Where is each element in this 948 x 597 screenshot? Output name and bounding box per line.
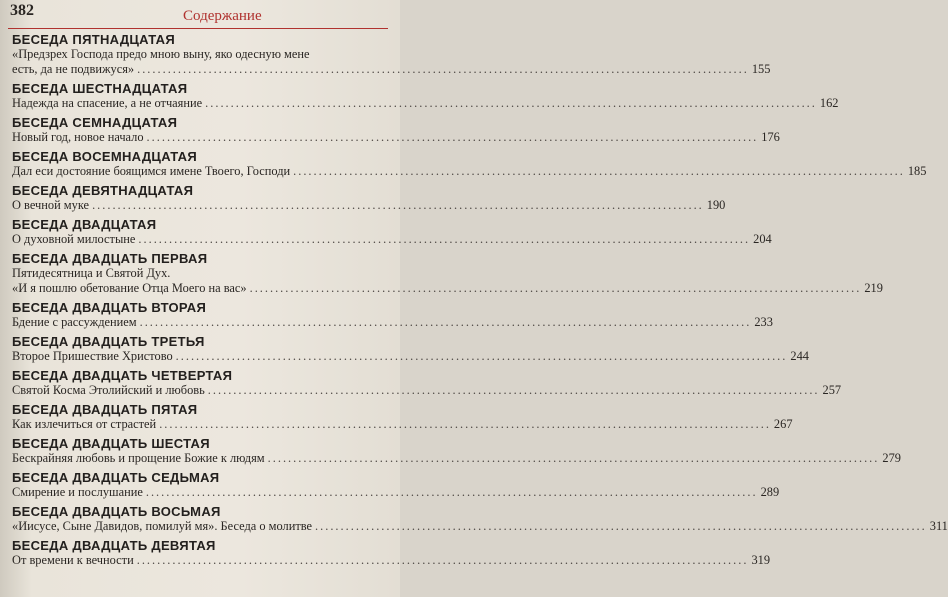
dot-leader: [293, 164, 905, 179]
dot-leader: [208, 383, 820, 398]
entry-heading: БЕСЕДА ПЯТНАДЦАТАЯ: [12, 32, 175, 47]
entry-subtitle: О духовной милостыне: [12, 232, 136, 246]
entry-heading: БЕСЕДА ДВАДЦАТЬ ВОСЬМАЯ: [12, 504, 221, 519]
entry-page-number: 233: [754, 315, 773, 329]
entry-heading: БЕСЕДА ДВАДЦАТЬ ПЯТАЯ: [12, 402, 198, 417]
dot-leader: [137, 62, 749, 77]
entry-line: [12, 383, 842, 398]
entry-subtitle: Как излечиться от страстей: [12, 417, 157, 431]
toc-entry: [12, 504, 948, 534]
entry-line: [12, 349, 809, 364]
page-number: 382: [10, 2, 34, 19]
entry-line: [12, 232, 772, 247]
toc-entry: [12, 251, 883, 296]
entry-page-number: 311: [929, 519, 948, 533]
entry-subtitle: Дал еси достояние боящимся имене Твоего, Господи: [12, 164, 291, 178]
entry-page-number: 219: [864, 281, 883, 295]
dot-leader: [315, 519, 927, 534]
entry-subtitle: «И я пошлю обетование Отца Моего на вас»: [12, 281, 247, 295]
toc-entry: [12, 368, 842, 398]
entry-heading: БЕСЕДА ВОСЕМНАДЦАТАЯ: [12, 149, 198, 164]
entry-line: [12, 519, 948, 534]
entry-heading: БЕСЕДА ДВАДЦАТЬ ДЕВЯТАЯ: [12, 538, 216, 553]
entry-subtitle: Бескрайняя любовь и прощение Божие к людям: [12, 451, 265, 465]
entry-subtitle: Надежда на спасение, а не отчаяние: [12, 96, 203, 110]
toc-entry: [12, 436, 901, 466]
entry-page-number: 204: [753, 232, 772, 246]
entry-line: [12, 96, 839, 111]
entry-heading: БЕСЕДА ДВАДЦАТЬ ВТОРАЯ: [12, 300, 207, 315]
entry-heading: БЕСЕДА ДВАДЦАТЬ ТРЕТЬЯ: [12, 334, 205, 349]
dot-leader: [147, 130, 759, 145]
entry-heading: БЕСЕДА ДВАДЦАТЬ ПЕРВАЯ: [12, 251, 208, 266]
entry-line: [12, 130, 780, 145]
entry-page-number: 319: [751, 553, 771, 567]
entry-heading: БЕСЕДА ДВАДЦАТАЯ: [12, 217, 157, 232]
entry-heading: БЕСЕДА СЕМНАДЦАТАЯ: [12, 115, 178, 130]
entry-page-number: 257: [822, 383, 842, 397]
entry-subtitle: Новый год, новое начало: [12, 130, 144, 144]
entry-subtitle: Второе Пришествие Христово: [12, 349, 173, 363]
entry-subtitle: Святой Косма Этолийский и любовь: [12, 383, 205, 397]
entry-subtitle-line: Пятидесятница и Святой Дух.: [12, 266, 171, 280]
toc-entry: [12, 538, 771, 568]
toc-entry: [12, 300, 773, 330]
entry-line: [12, 485, 780, 500]
entry-subtitle-line: «Предзрех Господа предо мною выну, яко одесную мене: [12, 47, 310, 61]
entry-subtitle: От времени к вечности: [12, 553, 134, 567]
toc-entry: [12, 470, 780, 500]
entry-line: [12, 315, 773, 330]
entry-heading: БЕСЕДА ШЕСТНАДЦАТАЯ: [12, 81, 188, 96]
entry-line: [12, 62, 771, 77]
toc-entry: [12, 183, 726, 213]
entry-page-number: 176: [761, 130, 780, 144]
entry-heading: БЕСЕДА ДВАДЦАТЬ ШЕСТАЯ: [12, 436, 210, 451]
dot-leader: [268, 451, 880, 466]
entry-page-number: 244: [790, 349, 809, 363]
entry-page-number: 185: [907, 164, 927, 178]
entry-page-number: 267: [773, 417, 793, 431]
entry-page-number: 289: [760, 485, 780, 499]
entry-page-number: 279: [882, 451, 901, 465]
toc-entry: [12, 402, 793, 432]
entry-heading: БЕСЕДА ДВАДЦАТЬ ЧЕТВЕРТАЯ: [12, 368, 233, 383]
entry-heading: БЕСЕДА ДВАДЦАТЬ СЕДЬМАЯ: [12, 470, 220, 485]
toc-entry: [12, 32, 771, 77]
toc-entry: [12, 115, 780, 145]
page-header: [8, 0, 388, 29]
dot-leader: [140, 315, 752, 330]
toc-entry: [12, 217, 772, 247]
toc-entry: [12, 334, 809, 364]
entry-subtitle: Смирение и послушание: [12, 485, 143, 499]
dot-leader: [250, 281, 862, 296]
entry-line: [12, 451, 901, 466]
dot-leader: [146, 485, 758, 500]
entry-subtitle: О вечной муке: [12, 198, 90, 212]
entry-heading: БЕСЕДА ДЕВЯТНАДЦАТАЯ: [12, 183, 194, 198]
entry-line: [12, 198, 726, 213]
entry-line: [12, 281, 883, 296]
running-head: Содержание: [183, 8, 262, 24]
dot-leader: [137, 553, 749, 568]
toc-entry: [12, 149, 927, 179]
entry-subtitle: «Иисусе, Сыне Давидов, помилуй мя». Беседа о молитве: [12, 519, 313, 533]
dot-leader: [176, 349, 788, 364]
entry-page-number: 162: [819, 96, 839, 110]
table-of-contents: [12, 32, 948, 572]
entry-page-number: 190: [706, 198, 726, 212]
entry-subtitle: есть, да не подвижуся»: [12, 62, 135, 76]
entry-line: [12, 417, 793, 432]
dot-leader: [138, 232, 750, 247]
toc-entry: [12, 81, 839, 111]
dot-leader: [159, 417, 771, 432]
entry-subtitle: Бдение с рассуждением: [12, 315, 137, 329]
entry-line: [12, 164, 927, 179]
dot-leader: [92, 198, 704, 213]
entry-line: [12, 553, 771, 568]
entry-page-number: 155: [751, 62, 771, 76]
dot-leader: [205, 96, 817, 111]
